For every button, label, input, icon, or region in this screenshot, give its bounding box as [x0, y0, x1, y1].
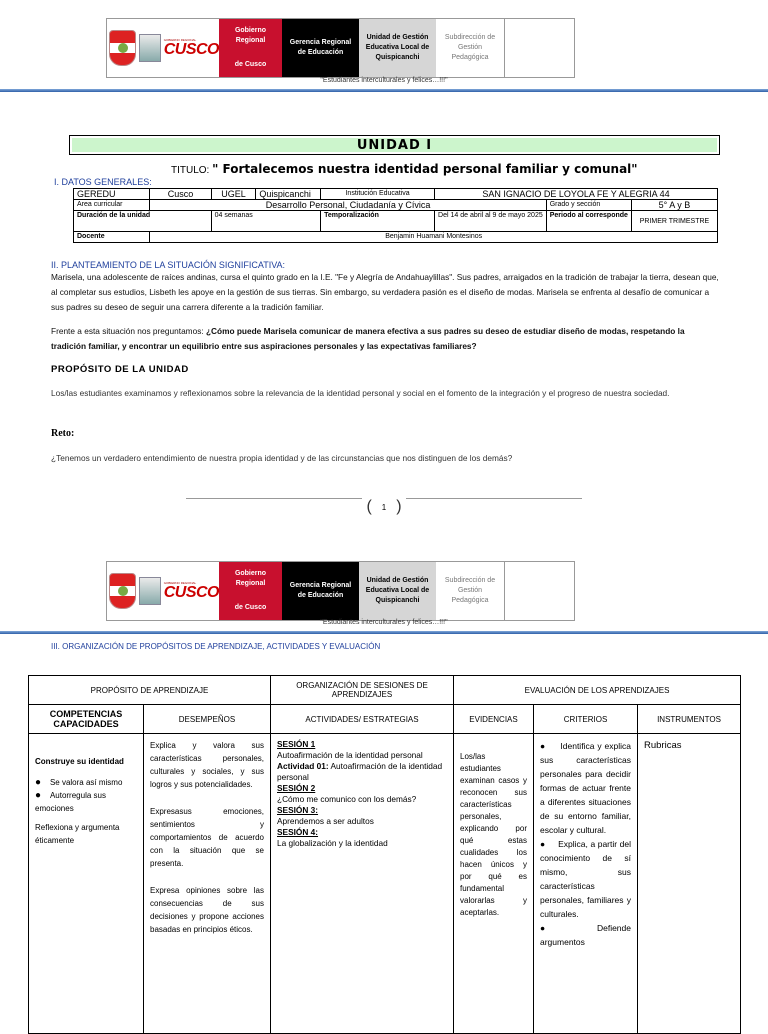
logos	[107, 19, 219, 77]
desempenos-cell	[144, 734, 271, 1034]
periodo-label: Periodo al corresponde	[546, 211, 631, 232]
ugel-value: Quispicanchi	[256, 189, 321, 200]
session-1-topic: Autoafirmación de la identidad personal	[277, 750, 423, 760]
instrumentos-text: Rubricas	[644, 740, 682, 751]
desempeno-item: Expresasus emociones, sentimientos y comportamientos de acuerdo con la situación que se presenta.	[150, 807, 264, 868]
bracket-left-icon: (	[366, 498, 372, 515]
docente-value: Benjamin Huamani Montesinos	[150, 232, 718, 243]
header-gobierno-regional: Gobierno Regional de Cusco	[219, 562, 282, 620]
bullet-icon: ●	[35, 790, 42, 801]
logos-2	[107, 562, 219, 620]
session-4-title: SESIÓN 4:	[277, 827, 319, 837]
unit-titulo	[171, 162, 638, 176]
motto: "Estudiantes interculturales y felices…!!!"	[320, 77, 448, 84]
actividades-cell	[271, 734, 454, 1034]
situacion-text: Marisela, una adolescente de raíces andinas, cursa el quinto grado en la I.E. "Fe y Alegría de Andahuaylillas". Sus padres, arraigados en la tradición de trabajar la tierra, desean que, al completar sus estudios, Lisbeth les apoye en la gestión de sus tierras. Sin embargo, su verdadera pasión es el diseño de modas. Marisela se enfrenta al desafío de comunicar a sus padres su deseo de seguir una carrera diferente a la tradición familiar.	[51, 272, 719, 312]
page-number-value: 1	[381, 502, 387, 512]
grado-label: Grado y sección	[546, 200, 631, 211]
bracket-right-icon: )	[396, 498, 402, 515]
grado-value: 5° A y B	[631, 200, 717, 211]
bullet-icon: ●	[540, 741, 546, 751]
header-actividades: ACTIVIDADES/ ESTRATEGIAS	[271, 705, 454, 734]
header-ugel: Unidad de Gestión Educativa Local de Quispicanchi	[359, 562, 436, 620]
header-desempenos: DESEMPEÑOS	[144, 705, 271, 734]
evidencias-text: Los/las estudiantes examinan casos y reconocen sus características personales, explicando por qué estas cualidades los hacen únicos y por qué es fundamental valorarlas y aceptarlas.	[460, 752, 527, 917]
session-4-topic: La globalización y la identidad	[277, 838, 388, 848]
competencias-cell	[29, 734, 144, 1034]
criterios-cell	[534, 734, 638, 1034]
periodo-value: PRIMER TRIMESTRE	[631, 211, 717, 232]
pregunta-block	[51, 324, 721, 354]
header-empty-cell	[505, 19, 574, 77]
capacidad-item: ● Autorregula sus emociones	[35, 790, 106, 813]
building-logo	[139, 577, 160, 605]
duracion-label: Duración de la unidad	[74, 211, 212, 232]
temporalizacion-label: Temporalización	[321, 211, 435, 232]
criterio-item: ● Explica, a partir del conocimiento de sí mismo, sus características personales, familiares y culturales.	[540, 839, 631, 919]
titulo-label: TITULO:	[171, 165, 213, 176]
reto-text: ¿Tenemos un verdadero entendimiento de nuestra propia identidad y de las circunstancias que nos distinguen de los demás?	[51, 453, 513, 463]
gredu-value: Cusco	[150, 189, 211, 200]
area-label: Area curricular	[74, 200, 150, 211]
peru-shield-logo	[109, 30, 136, 66]
section-datos-generales: I. DATOS GENERALES:	[54, 177, 152, 187]
datos-generales-table	[73, 188, 718, 243]
instrumentos-cell	[638, 734, 741, 1034]
bullet-icon: ●	[540, 839, 546, 849]
header-divider	[0, 89, 768, 92]
cusco-logo: GOBIERNO REGIONAL CUSCO	[163, 580, 219, 601]
header-gerencia: Gerencia Regional de Educación	[282, 562, 359, 620]
pregunta-intro: Frente a esta situación nos preguntamos:	[51, 326, 206, 336]
titulo-text: " Fortalecemos nuestra identidad personal familiar y comunal"	[212, 162, 638, 176]
bullet-icon: ●	[35, 777, 42, 788]
bullet-icon: ●	[540, 923, 552, 933]
session-2-topic: ¿Cómo me comunico con los demás?	[277, 794, 417, 804]
gredu-label: GEREDU	[74, 189, 150, 200]
header-criterios: CRITERIOS	[534, 705, 638, 734]
motto-2: "Estudiantes interculturales y felices…!!!"	[320, 619, 448, 626]
session-3-topic: Aprendemos a ser adultos	[277, 816, 374, 826]
header-empty-cell	[505, 562, 574, 620]
header-subdireccion: Subdirección de Gestión Pedagógica	[436, 19, 505, 77]
header-organizacion: ORGANIZACIÓN DE SESIONES DE APRENDIZAJES	[271, 676, 454, 705]
institutional-header-2	[106, 561, 575, 621]
page-line-left	[186, 498, 362, 499]
unit-title-box	[69, 135, 720, 155]
reto-heading: Reto:	[51, 428, 75, 439]
proposito-heading: PROPÓSITO DE LA UNIDAD	[51, 364, 189, 375]
header-evaluacion: EVALUACIÓN DE LOS APRENDIZAJES	[454, 676, 741, 705]
criterio-item: ● Identifica y explica sus características personales para decidir formas de actuar frente a diferentes situaciones de su entorno familiar, escolar y cultural.	[540, 741, 632, 835]
page-line-right	[406, 498, 582, 499]
header-ugel: Unidad de Gestión Educativa Local de Quispicanchi	[359, 19, 436, 77]
temporalizacion-value: Del 14 de abril al 9 de mayo 2025	[435, 211, 547, 232]
cusco-logo: GOBIERNO REGIONAL CUSCO	[163, 37, 219, 58]
section-organizacion: III. ORGANIZACIÓN DE PROPÓSITOS DE APRENDIZAJE, ACTIVIDADES Y EVALUACIÓN	[51, 642, 381, 651]
desempeno-item: Explica y valora sus características personales, culturales y sociales, y sus logros y sus potencialidades.	[150, 741, 264, 789]
session-2-title: SESIÓN 2	[277, 783, 316, 793]
evidencias-cell	[454, 734, 534, 1034]
header-proposito: PROPÓSITO DE APRENDIZAJE	[29, 676, 271, 705]
organization-table	[28, 675, 741, 1034]
header-evidencias: EVIDENCIAS	[454, 705, 534, 734]
proposito-text: Los/las estudiantes examinamos y reflexionamos sobre la relevancia de la identidad personal y social en el fomento de la integración y el progreso de nuestra sociedad.	[51, 388, 670, 398]
page-number	[362, 497, 406, 517]
capacidad-item: Reflexiona y argumenta éticamente	[35, 823, 120, 845]
docente-label: Docente	[74, 232, 150, 243]
duracion-value: 04 semanas	[211, 211, 320, 232]
header-gobierno-regional: Gobierno Regional de Cusco	[219, 19, 282, 77]
header-divider-2	[0, 631, 768, 634]
pregunta-text: ¿Cómo puede Marisela comunicar de manera efectiva a sus padres su deseo de estudiar diseño de modas, respetando la tradición familiar, y encontrar un equilibrio entre sus aspiraciones personales y las expectativas familiares?	[51, 326, 685, 351]
ie-label: Institución Educativa	[321, 189, 435, 200]
header-instrumentos: INSTRUMENTOS	[638, 705, 741, 734]
session-3-title: SESIÓN 3:	[277, 805, 319, 815]
building-logo	[139, 34, 160, 62]
header-competencias: COMPETENCIAS CAPACIDADES	[29, 705, 144, 734]
header-subdireccion: Subdirección de Gestión Pedagógica	[436, 562, 505, 620]
header-gerencia: Gerencia Regional de Educación	[282, 19, 359, 77]
area-value: Desarrollo Personal, Ciudadanía y Cívica	[150, 200, 546, 211]
unit-title: UNIDAD I	[72, 138, 717, 152]
peru-shield-logo	[109, 573, 136, 609]
criterio-item: ● Defiende argumentos	[540, 923, 631, 947]
ie-value: SAN IGNACIO DE LOYOLA FE Y ALEGRIA 44	[435, 189, 718, 200]
desempeno-item: Expresa opiniones sobre las consecuencias de sus decisiones y propone acciones basadas en principios éticos.	[150, 886, 264, 934]
competencia-name: Construye su identidad	[35, 757, 124, 766]
capacidad-item: ● Se valora así mismo	[35, 777, 123, 788]
session-1-title: SESIÓN 1	[277, 739, 316, 749]
session-1-activity: Actividad 01: Autoafirmación de la identidad personal	[277, 761, 443, 782]
institutional-header	[106, 18, 575, 78]
ugel-label: UGEL	[211, 189, 256, 200]
section-situacion: II. PLANTEAMIENTO DE LA SITUACIÓN SIGNIFICATIVA:	[51, 260, 286, 270]
